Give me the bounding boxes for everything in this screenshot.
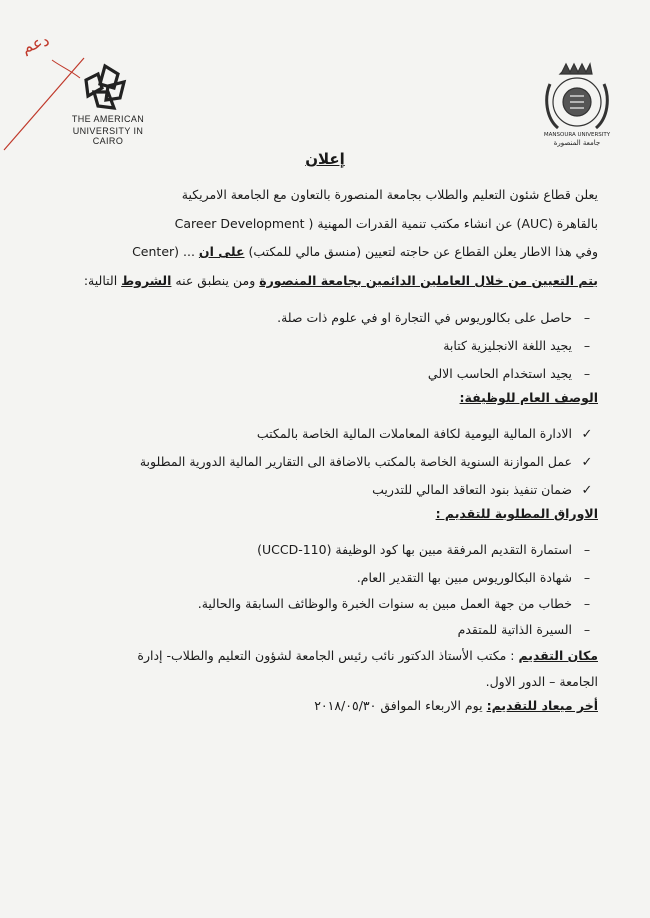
paper-item-text: السيرة الذاتية للمتقدم xyxy=(457,622,573,637)
auc-name-line1: THE AMERICAN xyxy=(71,114,145,124)
checkmark-icon: ✓ xyxy=(581,455,593,470)
paper-item-text: استمارة التقديم المرفقة مبين بها كود الوظيفة (UCCD-110) xyxy=(257,542,573,557)
job-description-heading: الوصف العام للوظيفة: xyxy=(459,390,598,405)
deadline-value: يوم الاربعاء الموافق ٢٠١٨/٠٥/٣٠ xyxy=(314,698,483,713)
job-item xyxy=(78,482,598,498)
paper-item xyxy=(78,622,598,637)
handwritten-note: دعم xyxy=(19,30,52,57)
condition-text: يجيد اللغة الانجليزية كتابة xyxy=(443,338,573,353)
checkmark-icon: ✓ xyxy=(581,427,593,442)
dash-bullet-icon: – xyxy=(583,338,591,353)
condition-item xyxy=(78,310,598,325)
intro-line-3-bold: على ان xyxy=(198,244,245,259)
application-place-label: مكان التقديم xyxy=(518,648,598,663)
intro-line-4 xyxy=(50,273,598,288)
auc-star-icon xyxy=(80,62,130,112)
intro-line-1: يعلن قطاع شئون التعليم والطلاب بجامعة المنصورة بالتعاون مع الجامعة الامريكية xyxy=(181,187,598,202)
paper-item xyxy=(78,542,598,557)
job-item xyxy=(78,454,598,470)
intro-line-4-end: التالية: xyxy=(83,273,118,288)
paper-item-text: خطاب من جهة العمل مبين به سنوات الخبرة والوظائف السابقة والحالية. xyxy=(197,596,573,611)
application-place-line-1 xyxy=(50,648,598,663)
mansoura-university-seal xyxy=(540,62,614,148)
page-title: إعلان xyxy=(305,150,345,168)
auc-logo xyxy=(58,62,158,146)
application-place-text: : مكتب الأستاذ الدكتور نائب رئيس الجامعة لشؤون التعليم والطلاب- إدارة xyxy=(137,648,515,663)
dash-bullet-icon: – xyxy=(583,570,591,585)
job-item-text: عمل الموازنة السنوية الخاصة بالمكتب بالاضافة الى التقارير المالية الدورية المطلوبة xyxy=(139,454,573,469)
intro-line-3-main: Center) ... وفي هذا الاطار يعلن القطاع عن حاجته لتعيين (منسق مالي للمكتب) xyxy=(132,244,598,259)
intro-line-4-mid: ومن ينطبق عنه xyxy=(175,273,256,288)
dash-bullet-icon: – xyxy=(583,366,591,381)
condition-text: يجيد استخدام الحاسب الالي xyxy=(427,366,573,381)
intro-line-4-bold2: الشروط xyxy=(121,273,172,288)
dash-bullet-icon: – xyxy=(583,622,591,637)
condition-item xyxy=(78,366,598,381)
required-papers-heading: الاوراق المطلوبة للتقديم : xyxy=(435,506,598,521)
dash-bullet-icon: – xyxy=(583,596,591,611)
paper-item-text: شهادة البكالوريوس مبين بها التقدير العام. xyxy=(356,570,573,585)
auc-name-line2: UNIVERSITY IN CAIRO xyxy=(72,126,144,146)
dash-bullet-icon: – xyxy=(583,310,591,325)
intro-line-3 xyxy=(50,244,598,259)
deadline-label: أخر ميعاد للتقديم: xyxy=(486,698,598,713)
deadline-line xyxy=(50,698,598,713)
paper-item xyxy=(78,596,598,611)
paper-item xyxy=(78,570,598,585)
intro-line-4-bold: يتم التعيين من خلال العاملين الدائمين بجامعة المنصورة xyxy=(259,273,598,288)
checkmark-icon: ✓ xyxy=(581,483,593,498)
condition-item xyxy=(78,338,598,353)
svg-text:MANSOURA UNIVERSITY: MANSOURA UNIVERSITY xyxy=(543,132,611,138)
condition-text: حاصل على بكالوريوس في التجارة او في علوم ذات صلة. xyxy=(277,310,573,325)
dash-bullet-icon: – xyxy=(583,542,591,557)
job-item-text: الادارة المالية اليومية لكافة المعاملات المالية الخاصة بالمكتب xyxy=(256,426,573,441)
intro-line-2: بالقاهرة (AUC) عن انشاء مكتب تنمية القدرات المهنية ( Career Development xyxy=(174,216,598,231)
application-place-line-2: الجامعة – الدور الاول. xyxy=(485,674,598,689)
job-item-text: ضمان تنفيذ بنود التعاقد المالي للتدريب xyxy=(372,482,573,497)
job-item xyxy=(78,426,598,442)
svg-text:جامعة المنصورة: جامعة المنصورة xyxy=(553,139,601,147)
